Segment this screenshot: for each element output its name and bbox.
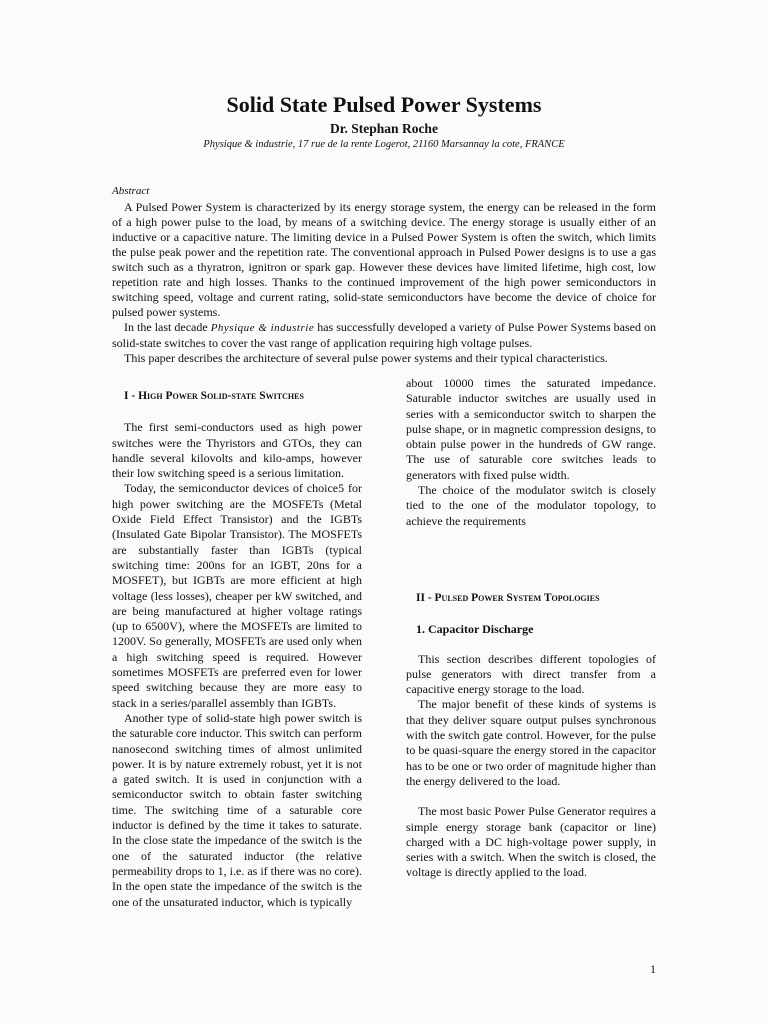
section-1-paragraph-1: The first semi-conductors used as high power switches were the Thyristors and GTOs, they can handle several kilovolts and kilo-amps, however their low switching speed is a serious limitation.: [112, 420, 362, 481]
section-2-paragraph-1: This section describes different topologies of pulse generators with direct transfer from a capacitive energy storage to the load.: [406, 651, 656, 697]
section-2-heading: [416, 591, 656, 606]
section-2-paragraph-3: The most basic Power Pulse Generator requires a simple energy storage bank (capacitor or line) charged with a DC high-voltage power supply, in series with a switch. When the switch is closed, the voltage is directly applied to the load.: [406, 804, 656, 880]
section-2-number: II -: [416, 591, 435, 604]
company-name: Physique & industrie: [210, 322, 315, 334]
abstract-label: Abstract: [112, 185, 150, 197]
section-1-paragraph-4: The choice of the modulator switch is closely tied to the one of the modulator topology, to achieve the requirements: [406, 483, 656, 528]
section-1-number: I -: [124, 390, 139, 402]
subsection-1-heading: 1. Capacitor Discharge: [416, 622, 534, 637]
abstract: [112, 184, 656, 366]
paper-title: Solid State Pulsed Power Systems: [226, 92, 542, 117]
section-2-title: Pulsed Power System Topologies: [434, 591, 600, 604]
section-1-paragraph-3-continued: about 10000 times the saturated impedance. Saturable inductor switches are usually used in series with a semiconductor switch to sharpen the pulse shape, or in magnetic compression designs, to obtain pulse power in the hundreds of GW range. The use of saturable core switches leads to generators with fixed pulse width.: [406, 376, 656, 482]
author-affiliation: Physique & industrie, 17 rue de la rente Logerot, 21160 Marsannay la cote, FRANCE: [203, 139, 565, 150]
left-column: [112, 376, 362, 910]
abstract-p2-start: In the last decade: [124, 320, 211, 334]
page-number: 1: [650, 962, 656, 976]
section-2-paragraph-2: The major benefit of these kinds of systems is that they deliver square output pulses synchronous with the switch gate control. However, for the pulse to be quasi-square the energy stored in the capacitor has to be one or two order of magnitude higher than the energy delivered to the load.: [406, 697, 656, 788]
author-name: Dr. Stephan Roche: [330, 121, 438, 136]
section-1-title: High Power Solid-state Switches: [138, 390, 304, 402]
section-1-paragraph-3: Another type of solid-state high power switch is the saturable core inductor. This switch can perform nanosecond switching times of almost unlimited power. It is by nature extremely robust, yet it is not a gated switch. It is used in conjunction with a semiconductor switch to obtain faster switching time. The switching time of a saturable core inductor is defined by the time it takes to saturate. In the close state the impedance of the switch is the one of the saturated inductor (the relative permeability drops to 1, i.e. as if there was no core). In the open state the impedance of the switch is the one of the unsaturated inductor, which is typically: [112, 710, 362, 909]
right-column: [406, 376, 656, 881]
abstract-paragraph-1: A Pulsed Power System is characterized by its energy storage system, the energy can be released in the form of a high power pulse to the load, by means of a switching device. The energy storage is usually either of an inductive or a capacitive nature. The limiting device in a Pulsed Power System is often the switch, which limits the pulse peak power and the repetition rate. The conventional approach in Pulsed Power designs is to use a gas switch such as a thyratron, ignitron or spark gap. However these devices have limited lifetime, high cost, low repetition rate and high losses. Thanks to the continued improvement of the high power semiconductors in switching speed, voltage and current rating, solid-state semiconductors have become the device of choice for pulsed power systems.: [112, 200, 656, 319]
abstract-paragraph-2: [112, 320, 656, 351]
abstract-p2-end: has successfully developed a variety of Pulse Power Systems based on solid-state switches to cover the vast range of application requiring high voltage pulses.: [112, 320, 656, 350]
section-1-heading: [124, 389, 362, 404]
section-1-paragraph-2: Today, the semiconductor devices of choice5 for high power switching are the MOSFETs (Metal Oxide Field Effect Transistor) and the IGBTs (Insulated Gate Bipolar Transistor). The MOSFETs are substantially faster than IGBTs (typical switching time: 200ns for an IGBT, 20ns for a MOSFET), but IGBTs are more efficient at high voltage (less losses), cheaper per kW switched, and are being manufactured at higher voltage ratings (up to 6500V), where the MOSFETs are limited to 1200V. So generally, MOSFETs are used only when a high switching speed is required. However sometimes MOSFETs are preferred even for lower speed switching because they are more easy to stack in a series/parallel assembly than IGBTs.: [112, 481, 362, 710]
abstract-paragraph-3: This paper describes the architecture of several pulse power systems and their typical characteristics.: [124, 351, 608, 365]
